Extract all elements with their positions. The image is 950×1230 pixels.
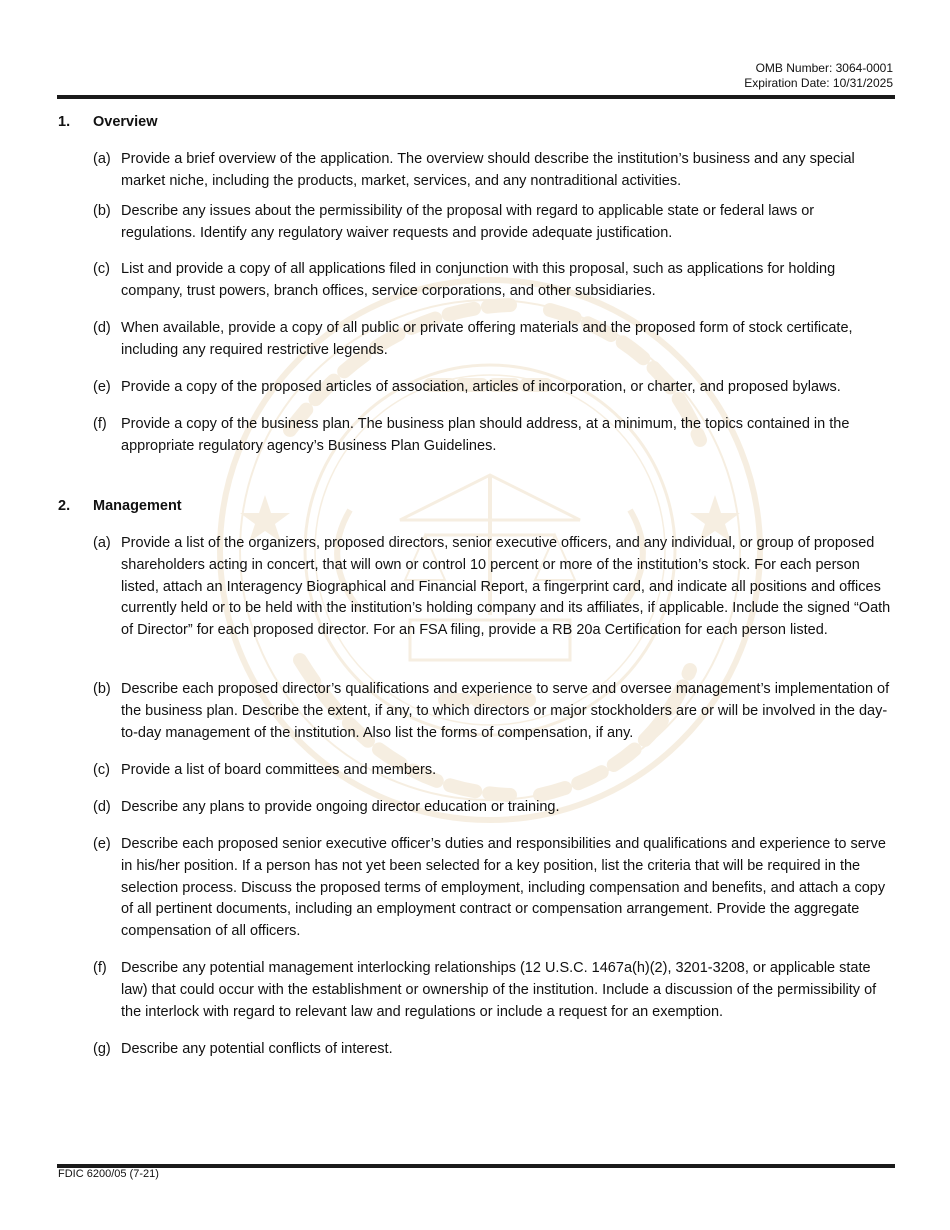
- section-title: Management: [93, 498, 182, 514]
- item-text: Describe each proposed director’s qualifications and experience to serve and oversee management’s implementation of the business plan. Describe the extent, if any, to which directors or major stockholders are or will be involved in the day-to-day management of the institution. Also list the forms of compensation, if any.: [121, 681, 890, 741]
- item-text: Provide a list of board committees and members.: [121, 762, 437, 778]
- item-text: Provide a list of the organizers, proposed directors, senior executive officers, and any individual, or group of proposed shareholders acting in concert, that will own or control 10 percent or more of the institution’s stock. For each person listed, attach an Interagency Biographical and Financial Report, a fingerprint card, and indicate all positions and offices currently held or to be held with the institution’s holding company and its affiliates, if applicable. Include the signed “Oath of Director” for each proposed director. For an FSA filing, provide a RB 20a Certification for each person listed.: [121, 535, 891, 639]
- item-label: (b): [93, 203, 111, 219]
- item-label: (b): [93, 681, 111, 697]
- item-text: Describe each proposed senior executive officer’s duties and responsibilities and qualifications and experience to serve in his/her position. If a person has not yet been selected for a key position, list the criteria that will be required in the selection process. Discuss the proposed terms of employment, including compensation and benefits, and attach a copy of all pertinent documents, including an employment contract or compensation arrangement. Provide the aggregate compensation of all officers.: [121, 836, 886, 940]
- item-label: (d): [93, 799, 111, 815]
- item-label: (g): [93, 1041, 111, 1057]
- item-label: (c): [93, 261, 110, 277]
- item-label: (e): [93, 836, 111, 852]
- list-item: [93, 259, 893, 303]
- item-text: When available, provide a copy of all public or private offering materials and the proposed form of stock certificate, including any required restrictive legends.: [121, 320, 853, 358]
- item-text: Describe any plans to provide ongoing director education or training.: [121, 799, 560, 815]
- item-text: Describe any potential management interlocking relationships (12 U.S.C. 1467a(h)(2), 3201-3208, or applicable state law) that could occur with the establishment or ownership of the institution. Include a discussion of the permissibility of the interlock with regard to relevant law and regulations or include a request for an exemption.: [121, 960, 877, 1020]
- section-number: 2.: [58, 498, 71, 514]
- list-item: [93, 533, 893, 642]
- omb-number: OMB Number: 3064-0001: [755, 61, 893, 75]
- section-2-heading: [58, 498, 182, 514]
- item-label: (a): [93, 151, 111, 167]
- section-1-heading: [58, 114, 158, 130]
- list-item: [93, 149, 893, 193]
- list-item: [93, 679, 893, 744]
- list-item: [93, 760, 893, 782]
- item-text: Describe any issues about the permissibility of the proposal with regard to applicable state or federal laws or regulations. Identify any regulatory waiver requests and provide adequate justification.: [121, 203, 815, 241]
- expiration-date: Expiration Date: 10/31/2025: [744, 76, 893, 90]
- item-text: Provide a copy of the proposed articles of association, articles of incorporation, or charter, and proposed bylaws.: [121, 379, 841, 395]
- item-label: (d): [93, 320, 111, 336]
- list-item: [93, 201, 893, 245]
- list-item: [93, 414, 893, 458]
- list-item: [93, 1039, 893, 1061]
- header-rule: [57, 95, 895, 99]
- section-title: Overview: [93, 114, 158, 130]
- item-label: (a): [93, 535, 111, 551]
- section-number: 1.: [58, 114, 71, 130]
- item-text: List and provide a copy of all applications filed in conjunction with this proposal, such as applications for holding company, trust powers, branch offices, service corporations, and other subsidiaries.: [121, 261, 836, 299]
- item-text: Provide a copy of the business plan. The business plan should address, at a minimum, the topics contained in the appropriate regulatory agency’s Business Plan Guidelines.: [121, 416, 850, 454]
- list-item: [93, 797, 893, 819]
- omb-info: [744, 61, 893, 91]
- list-item: [93, 834, 893, 943]
- form-id: FDIC 6200/05 (7-21): [58, 1168, 159, 1180]
- footer-rule: [57, 1164, 895, 1168]
- item-text: Describe any potential conflicts of interest.: [121, 1041, 393, 1057]
- item-label: (f): [93, 416, 107, 432]
- item-label: (f): [93, 960, 107, 976]
- item-label: (e): [93, 379, 111, 395]
- list-item: [93, 318, 893, 362]
- item-label: (c): [93, 762, 110, 778]
- list-item: [93, 958, 893, 1023]
- item-text: Provide a brief overview of the application. The overview should describe the institution’s business and any special market niche, including the products, market, services, and any nontraditional activities.: [121, 151, 855, 189]
- list-item: [93, 377, 893, 399]
